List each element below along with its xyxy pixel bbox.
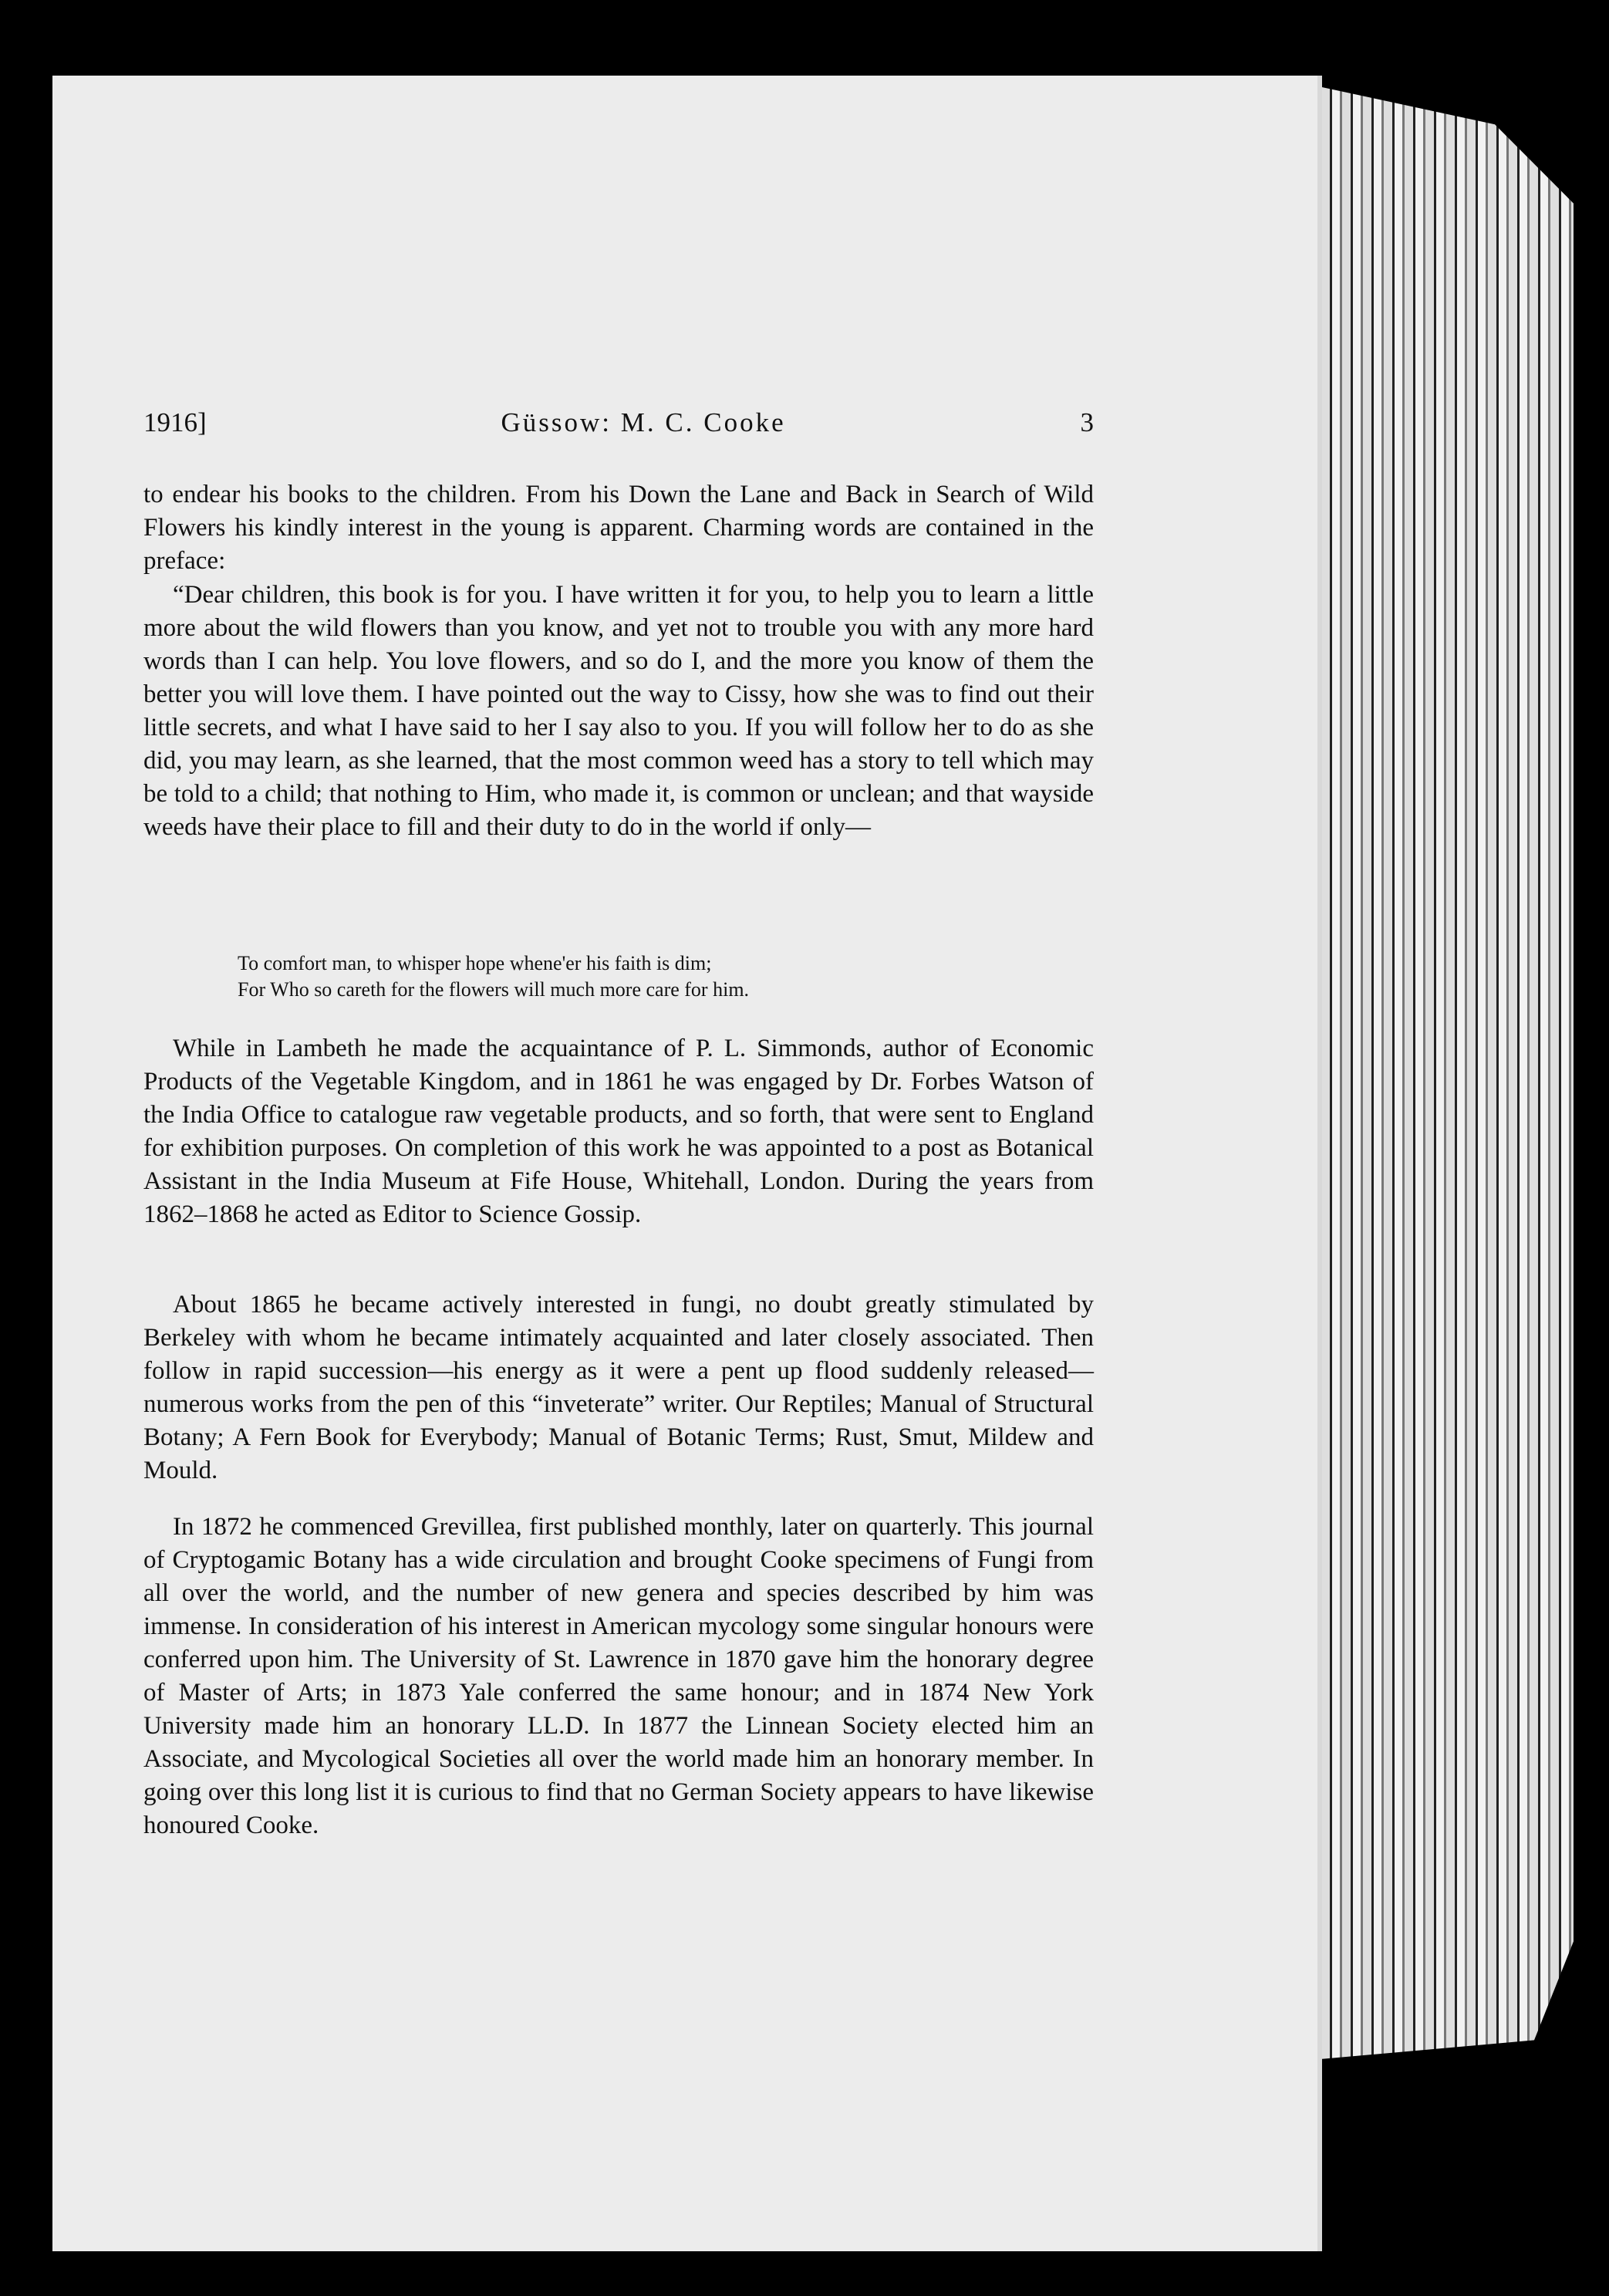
paragraph-2: “Dear children, this book is for you. I have written it for you, to help you to learn a little more about the wild flowers than you know, and yet not to trouble you with any more hard words than I can help. You love flowers, and so do I, and the more you know of them the better you will love them. I have pointed out the way to Cissy, how she was to find out their little secrets, and what I have said to her I say also to you. If you will follow her to do as she did, you may learn, as she learned, that the most common weed has a story to tell which may be told to a child; that nothing to Him, who made it, is common or unclean; and that wayside weeds have their place to fill and their duty to do in the world if only— [143, 581, 1094, 841]
poem-quote [238, 950, 749, 1003]
poem-line-2: For Who so careth for the flowers will much more care for him. [238, 978, 750, 1001]
page-number: 3 [1080, 407, 1094, 437]
book-page [52, 76, 1317, 2251]
book-page-edges [1311, 85, 1574, 2060]
paragraph-5: In 1872 he commenced Grevillea, first published monthly, later on quarterly. This journal of Cryptogamic Botany has a wide circulation and brought Cooke specimens of Fungi from all over the world, and the number of new genera and species described by him was immense. In consideration of his interest in American mycology some singular honours were conferred upon him. The University of St. Lawrence in 1870 gave him the honorary degree of Master of Arts; in 1873 Yale conferred the same honour; and in 1874 New York University made him an honorary LL.D. In 1877 the Linnean Society elected him an Associate, and Mycological Societies all over the world made him an honorary member. In going over this long list it is curious to find that no German Society appears to have likewise honoured Cooke. [143, 1513, 1094, 1839]
poem-line-1: To comfort man, to whisper hope whene'er his faith is dim; [238, 952, 712, 974]
header-year: 1916] [143, 407, 207, 437]
paragraph-3: While in Lambeth he made the acquaintance of P. L. Simmonds, author of Economic Products of the Vegetable Kingdom, and in 1861 he was engaged by Dr. Forbes Watson of the India Office to catalogue raw vegetable products, and so forth, that were sent to England for exhibition purposes. On completion of this work he was appointed to a post as Botanical Assistant in the India Museum at Fife House, Whitehall, London. During the years from 1862–1868 he acted as Editor to Science Gossip. [143, 1035, 1094, 1228]
paragraph-4: About 1865 he became actively interested in fungi, no doubt greatly stimulated by Berkeley with whom he became intimately acquainted and later closely associated. Then follow in rapid succession—his energy as it were a pent up flood suddenly released—numerous works from the pen of this “inveterate” writer. Our Reptiles; Manual of Structural Botany; A Fern Book for Everybody; Manual of Botanic Terms; Rust, Smut, Mildew and Mould. [143, 1291, 1094, 1484]
running-head [143, 407, 1094, 438]
running-title: Güssow: M. C. Cooke [501, 407, 786, 437]
paragraph-1: to endear his books to the children. From his Down the Lane and Back in Search of Wild Flowers his kindly interest in the young is apparent. Charming words are contained in the preface: [143, 481, 1094, 575]
